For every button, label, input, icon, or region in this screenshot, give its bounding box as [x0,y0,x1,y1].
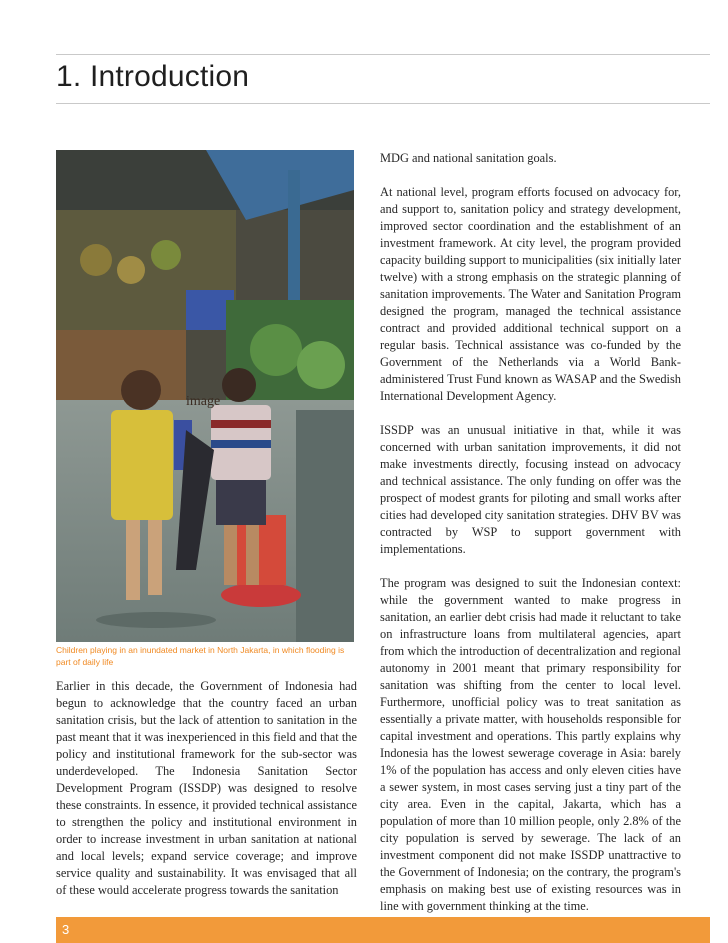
footer-bar [56,917,710,943]
body-paragraph: ISSDP was an unusual initiative in that, while it was concerned with urban sanitation improvements, it did not make investments directly, focusing instead on advocacy and technical assistance. The only funding on offer was the prospect of modest grants for piloting and small works after cities had developed city sanitation strategies. DHV BV was contracted by WSP to support government with implementations. [380,423,681,556]
header-top-rule [56,54,710,55]
image-placeholder-label: image [186,394,221,409]
right-column [380,150,681,932]
market-photo [56,150,354,642]
left-column [56,678,357,916]
header-bottom-rule [56,103,710,104]
body-paragraph: Earlier in this decade, the Government of Indonesia had begun to acknowledge that the country faced an urban sanitation crisis, but the lack of attention to sanitation in the past meant that it was inexperienced in this field and that the policy and institutional framework for the sub-sector was underdeveloped. The Indonesia Sanitation Sector Development Program (ISSDP) was designed to resolve these constraints. In essence, it provided technical assistance to strengthen the policy and institutional environment in order to increase investment in urban sanitation at national and local levels; expand service coverage; and improve service quality and sustainability. It was envisaged that all of these would accelerate progress towards the sanitation [56,679,357,897]
photo-caption: Children playing in an inundated market in North Jakarta, in which flooding is part of daily life [56,645,345,667]
page-title: 1. Introduction [56,60,250,93]
body-paragraph: At national level, program efforts focused on advocacy for, and support to, sanitation policy and strategy development, improved sector coordination and the establishment of an investment framework. At city level, the program provided capacity building support to municipalities (six initially later twelve) with a strong emphasis on the strategic planning of sanitation improvements. The Water and Sanitation Program designed the program, managed the technical assistance contract and provided additional technical support on a regular basis. Technical assistance was co-funded by the Government of the Netherlands via a World Bank-administered Trust Fund known as WASAP and the Swedish International Development Agency. [380,185,681,403]
body-paragraph: The program was designed to suit the Indonesian context: while the government wanted to make progress in sanitation, an earlier debt crisis had made it reluctant to take on infrastructure loans from multilateral agencies, apart from which the introduction of decentralization and regional autonomy in 2001 meant that primary responsibility for sanitation was shifting from the center to local level. Furthermore, unofficial policy was to treat sanitation as essentially a private matter, with households responsible for capital investment and operations. This partly explains why Indonesia has the lowest sewerage coverage in Asia: barely 1% of the population has access and only eleven cities have a sewer system, in most cases serving just a tiny part of the city area. Even in the capital, Jakarta, which has a population of more than 10 million people, only 2.8% of the city population is served by sewerage. The lack of an investment component did not make ISSDP unattractive to the Government of Indonesia; on the contrary, the program's emphasis on making best use of existing resources was in line with government thinking at the time. [380,576,681,913]
body-paragraph: MDG and national sanitation goals. [380,151,557,165]
page-number: 3 [62,922,70,937]
